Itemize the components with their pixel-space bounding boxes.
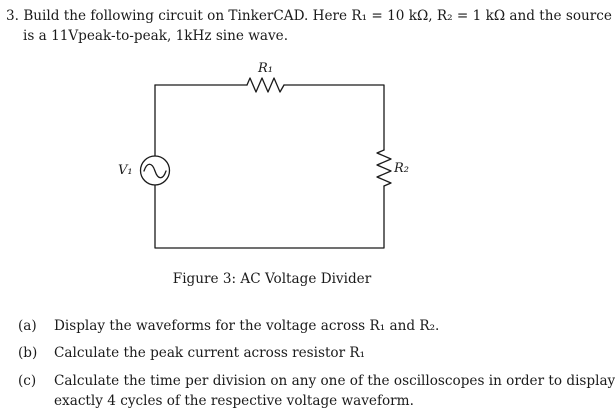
label-r1: R₁ [258,61,273,76]
resistor-r2 [377,150,391,186]
label-r2: R₂ [394,161,409,176]
part-c-continuation: exactly 4 cycles of the respective voltage waveform. [54,393,414,409]
sine-wave-icon [144,164,166,178]
part-a [18,316,439,336]
part-b-text: Calculate the peak current across resistor R₁ [54,345,366,361]
part-b [18,343,365,363]
label-v1: V₁ [118,163,133,178]
wire-bottom [155,185,384,248]
problem-text-line-1: Build the following circuit on TinkerCAD. Here R₁ = 10 kΩ, R₂ = 1 kΩ and the source [23,8,612,24]
part-a-label: (a) [18,318,37,334]
figure-caption: Figure 3: AC Voltage Divider [172,271,372,287]
part-b-label: (b) [18,345,38,361]
part-c-label: (c) [18,373,37,389]
wire-top-right [284,85,384,150]
part-c [18,371,615,411]
part-a-text: Display the waveforms for the voltage across R₁ and R₂. [54,318,440,334]
resistor-r1 [247,78,284,92]
problem-text-line-2: is a 11Vpeak-to-peak, 1kHz sine wave. [23,28,289,44]
problem-number: 3. [6,8,19,24]
part-c-text: Calculate the time per division on any one of the oscilloscopes in order to display [54,373,615,389]
